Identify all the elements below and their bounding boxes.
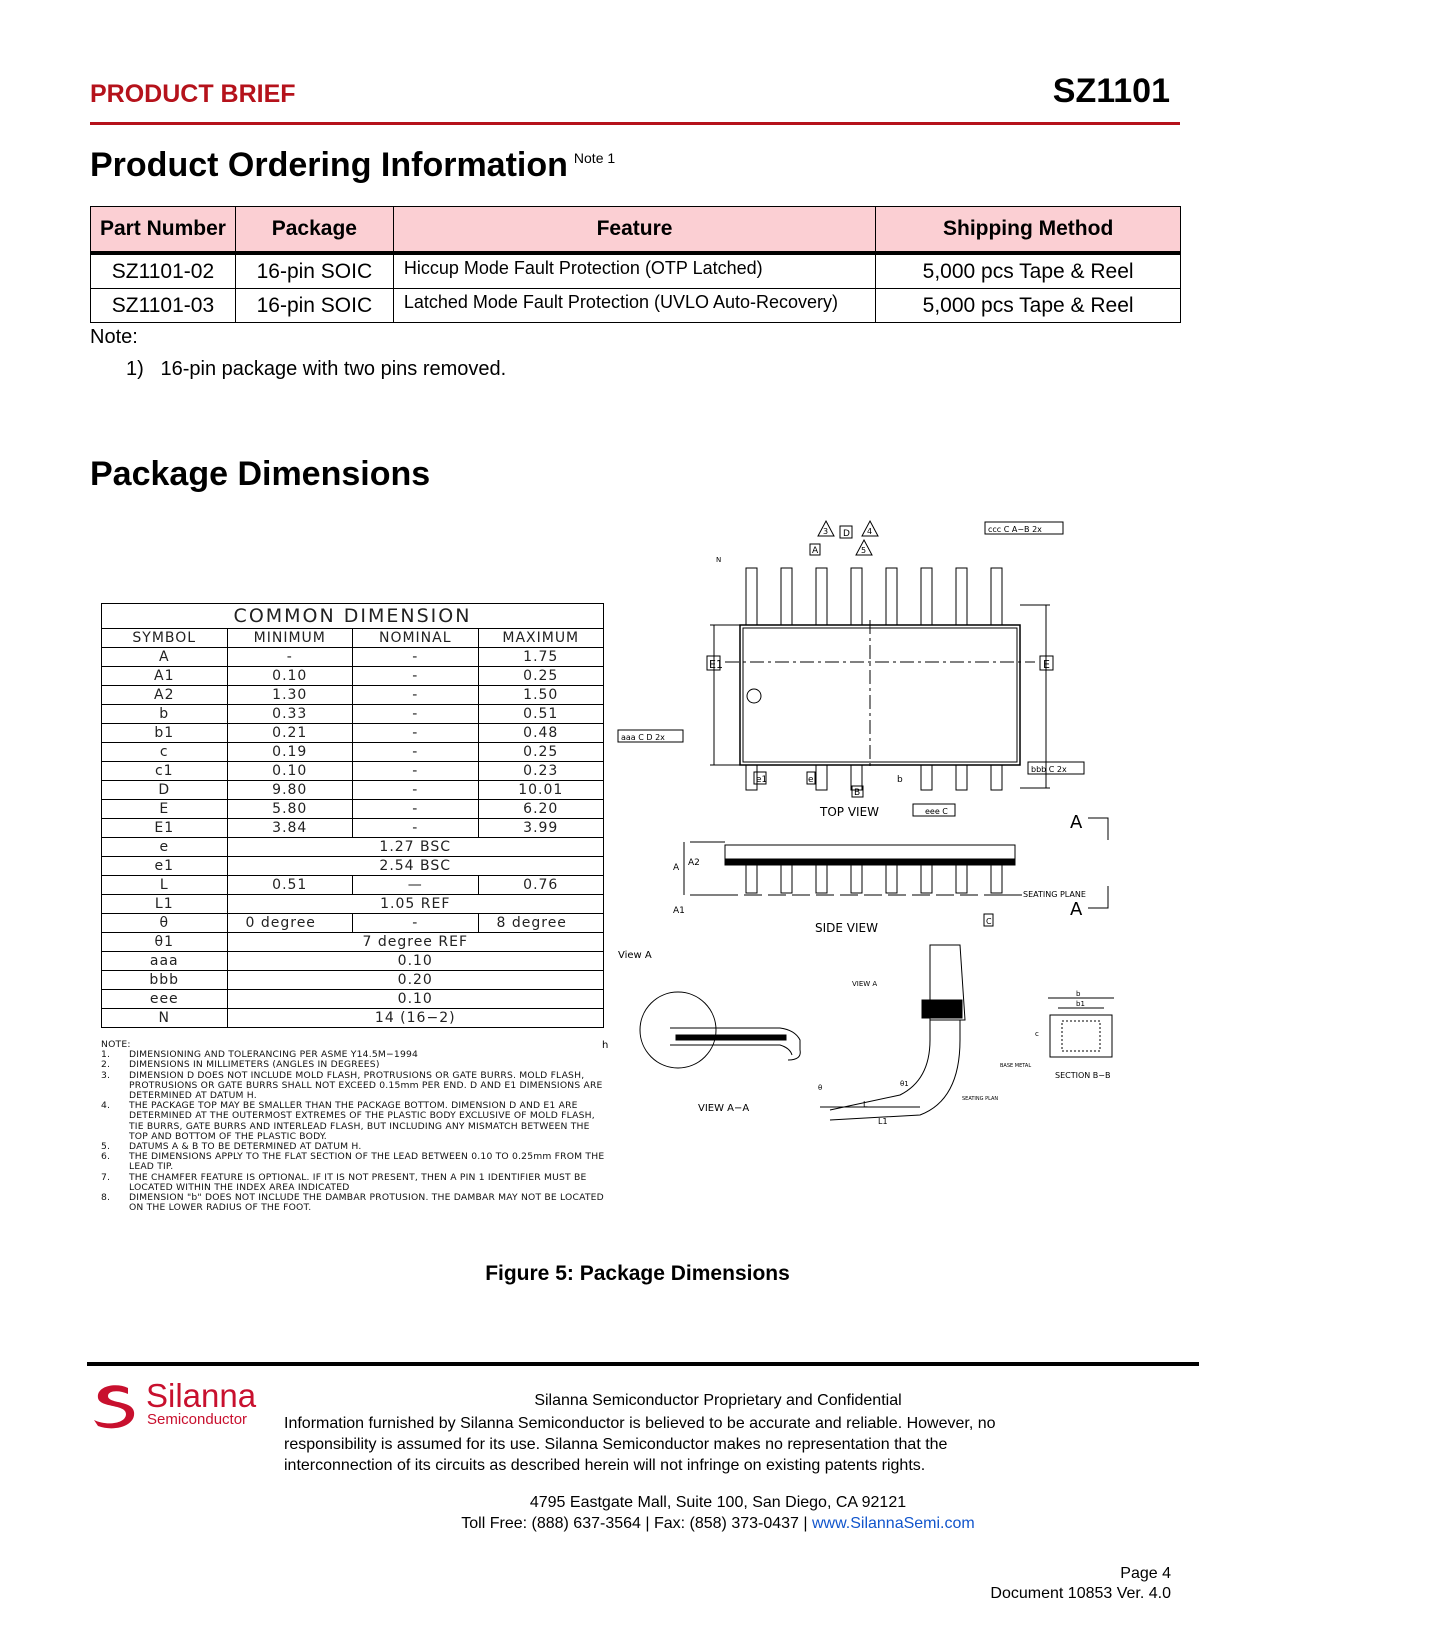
confidential-notice: Silanna Semiconductor Proprietary and Confidential: [534, 1392, 902, 1409]
lead: [956, 765, 967, 790]
lead: [956, 865, 967, 893]
cell-shipping: 5,000 pcs Tape & Reel: [876, 289, 1181, 323]
aaa-callout: aaa C D 2x: [621, 733, 665, 742]
ordering-note-ref: Note 1: [573, 150, 616, 166]
eee-callout: eee C: [925, 807, 948, 816]
common-dimension-table: [101, 603, 604, 1028]
side-view-label: SIDE VIEW: [815, 921, 878, 935]
svg-text:A: A: [1070, 812, 1083, 833]
header-rule: [90, 122, 1180, 125]
footer-rule: [87, 1362, 1199, 1366]
svg-text:b1: b1: [1076, 1000, 1085, 1008]
lead: [816, 568, 827, 625]
dim-col-min: MINIMUM: [227, 629, 353, 648]
svg-text:c: c: [1035, 1030, 1039, 1038]
table-row: E 5.80 - 6.20: [102, 800, 604, 819]
note-label: Note:: [90, 326, 138, 348]
svg-text:L: L: [863, 1100, 868, 1109]
top-view: [618, 521, 1084, 819]
svg-text:4: 4: [867, 527, 873, 536]
doc-type-label: PRODUCT BRIEF: [90, 80, 296, 108]
ordering-table: [90, 206, 1181, 323]
svg-text:BASE METAL: BASE METAL: [1000, 1063, 1032, 1069]
table-row: b 0.33 - 0.51: [102, 705, 604, 724]
svg-text:D: D: [843, 529, 850, 539]
dim-col-max: MAXIMUM: [478, 629, 604, 648]
lead: [921, 568, 932, 625]
table-row: b1 0.21 - 0.48: [102, 724, 604, 743]
package-dimensions-heading: Package Dimensions: [90, 455, 431, 493]
note-row: 5. DATUMS A & B TO BE DETERMINED AT DATUM H.: [101, 1141, 362, 1153]
lead: [746, 865, 757, 893]
dim-col-nom: NOMINAL: [353, 629, 479, 648]
bbb-callout: bbb C 2x: [1031, 765, 1067, 774]
svg-text:e1: e1: [756, 775, 768, 785]
lead: [816, 765, 827, 790]
lead: [991, 568, 1002, 625]
cell-package: 16-pin SOIC: [235, 289, 393, 323]
svg-text:3: 3: [823, 527, 829, 536]
ordering-heading: Product Ordering Information $^{Note 1}$: [90, 146, 616, 184]
note-row: 6. THE DIMENSIONS APPLY TO THE FLAT SECTION OF THE LEAD BETWEEN 0.10 TO 0.25mm FROM THE LEAD TIP.: [101, 1151, 605, 1173]
table-row: [91, 253, 1181, 289]
lead: [746, 568, 757, 625]
cell-part: SZ1101-03: [91, 289, 236, 323]
figure-caption: Figure 5: Package Dimensions: [485, 1262, 790, 1285]
svg-text:e: e: [808, 775, 814, 785]
table-row: θ 0 degree - 8 degree: [102, 914, 604, 933]
table-row: eee 0.10: [102, 990, 604, 1009]
lead: [921, 865, 932, 893]
dimension-notes: [101, 1039, 609, 1214]
svg-text:b: b: [1076, 990, 1081, 998]
e-label: E: [1043, 658, 1050, 671]
side-view: [673, 812, 1108, 935]
svg-text:L1: L1: [878, 1117, 888, 1126]
table-row: [91, 289, 1181, 323]
section-b-b: [1000, 990, 1114, 1080]
svg-text:A: A: [1070, 899, 1083, 920]
lead: [956, 568, 967, 625]
contact-line: Toll Free: (888) 637-3564 | Fax: (858) 373-0437 | www.SilannaSemi.com: [461, 1515, 975, 1532]
col-shipping: Shipping Method: [876, 207, 1181, 254]
svg-text:A1: A1: [673, 906, 685, 916]
dim-table-title: COMMON DIMENSION: [102, 604, 604, 629]
cell-shipping: 5,000 pcs Tape & Reel: [876, 253, 1181, 289]
svg-text:θ1: θ1: [900, 1080, 909, 1088]
table-row: e 1.27 BSC: [102, 838, 604, 857]
table-row: A - - 1.75: [102, 648, 604, 667]
svg-text:A: A: [673, 863, 680, 873]
section-label: SECTION B−B: [1055, 1071, 1111, 1080]
lead: [851, 568, 862, 625]
ccc-callout: ccc C A−B 2x: [988, 525, 1042, 534]
view-a-a-label: VIEW A−A: [698, 1103, 750, 1114]
svg-text:B: B: [854, 788, 861, 798]
note-row: 1. DIMENSIONING AND TOLERANCING PER ASME Y14.5M−1994: [101, 1049, 419, 1061]
note-row: 4. THE PACKAGE TOP MAY BE SMALLER THAN THE PACKAGE BOTTOM. DIMENSION D AND E1 ARE DETERMINED AT THE OUTERMOST EXTREMES OF THE PLASTIC BODY EXCLUSIVE OF MOLD FLASH, TIE BURRS, GATE BURRS AND INTERLEAD FLASH, BUT INCLUDING ANY MISMATCH BETWEEN THE TOP AND BOTTOM OF THE PLASTIC BODY.: [101, 1100, 595, 1142]
table-row: N 14 (16−2): [102, 1009, 604, 1028]
lead: [781, 865, 792, 893]
table-row: e1 2.54 BSC: [102, 857, 604, 876]
table-row: θ1 7 degree REF: [102, 933, 604, 952]
svg-text:5: 5: [861, 546, 867, 555]
lead: [991, 765, 1002, 790]
table-row: c1 0.10 - 0.23: [102, 762, 604, 781]
lead: [991, 865, 1002, 893]
table-row: c 0.19 - 0.25: [102, 743, 604, 762]
seating-plane-label: SEATING PLANE: [1023, 890, 1086, 899]
company-address: 4795 Eastgate Mall, Suite 100, San Diego, CA 92121: [529, 1494, 907, 1511]
cell-feature: Latched Mode Fault Protection (UVLO Auto-Recovery): [393, 289, 875, 323]
table-row: L 0.51 — 0.76: [102, 876, 604, 895]
lead: [851, 865, 862, 893]
svg-text:A: A: [812, 546, 819, 556]
logo-wordmark: Silanna: [146, 1377, 257, 1414]
lead: [816, 865, 827, 893]
lead: [781, 568, 792, 625]
top-view-label: TOP VIEW: [820, 805, 880, 819]
table-row: E1 3.84 - 3.99: [102, 819, 604, 838]
logo-subtitle: Semiconductor: [147, 1411, 248, 1428]
page-number: Page 4: [1120, 1565, 1171, 1582]
svg-text:b: b: [897, 775, 903, 785]
table-row: aaa 0.10: [102, 952, 604, 971]
table-row: L1 1.05 REF: [102, 895, 604, 914]
e1-label: E1: [709, 658, 723, 671]
note-row: 2. DIMENSIONS IN MILLIMETERS (ANGLES IN DEGREES): [101, 1059, 380, 1071]
svg-text:h: h: [602, 1040, 609, 1051]
svg-text:SEATING PLAN: SEATING PLAN: [962, 1096, 999, 1102]
package-outline-drawing: [602, 520, 1150, 1200]
view-a-label: View A: [618, 950, 652, 961]
dim-col-symbol: SYMBOL: [102, 629, 228, 648]
note-row: 3. DIMENSION D DOES NOT INCLUDE MOLD FLASH, PROTRUSIONS OR GATE BURRS. MOLD FLASH, PROTRUSIONS OR GATE BURRS SHALL NOT EXCEED 0.15mm PER END. D AND E1 DIMENSIONS ARE DETERMINED AT DATUM H.: [101, 1069, 603, 1102]
cell-feature: Hiccup Mode Fault Protection (OTP Latched): [393, 253, 875, 289]
table-row: A2 1.30 - 1.50: [102, 686, 604, 705]
col-package: Package: [235, 207, 393, 254]
note-row: 8. DIMENSION "b" DOES NOT INCLUDE THE DAMBAR PROTUSION. THE DAMBAR MAY NOT BE LOCATED ON THE LOWER RADIUS OF THE FOOT.: [101, 1192, 604, 1214]
table-row: A1 0.10 - 0.25: [102, 667, 604, 686]
note-row: 7. THE CHAMFER FEATURE IS OPTIONAL. IF IT IS NOT PRESENT, THEN A PIN 1 IDENTIFIER MUST BE LOCATED WITHIN THE INDEX AREA INDICATED: [101, 1171, 587, 1193]
col-feature: Feature: [393, 207, 875, 254]
cell-part: SZ1101-02: [91, 253, 236, 289]
lead: [886, 865, 897, 893]
note-item: 1) 16-pin package with two pins removed.: [126, 358, 507, 380]
part-number-title: SZ1101: [1052, 72, 1170, 110]
lead: [921, 765, 932, 790]
view-a-detail: [602, 945, 998, 1126]
col-part-number: Part Number: [91, 207, 236, 254]
document-version: Document 10853 Ver. 4.0: [990, 1585, 1171, 1602]
lead: [886, 568, 897, 625]
notes-label: NOTE:: [101, 1039, 131, 1050]
disclaimer-text: Information furnished by Silanna Semiconductor is believed to be accurate and reliable. However, no responsibility is assumed for its use. Silanna Semiconductor makes no representation that the interconnection of its circuits as described herein will not infringe on existing patents rights.: [284, 1415, 996, 1474]
svg-text:θ: θ: [818, 1084, 823, 1092]
svg-text:A2: A2: [688, 858, 700, 868]
svg-text:VIEW A: VIEW A: [852, 980, 878, 988]
table-row: D 9.80 - 10.01: [102, 781, 604, 800]
website-link[interactable]: www.SilannaSemi.com: [812, 1515, 975, 1532]
table-row: bbb 0.20: [102, 971, 604, 990]
svg-text:C: C: [986, 917, 992, 926]
cell-package: 16-pin SOIC: [235, 253, 393, 289]
svg-text:N: N: [716, 556, 722, 564]
